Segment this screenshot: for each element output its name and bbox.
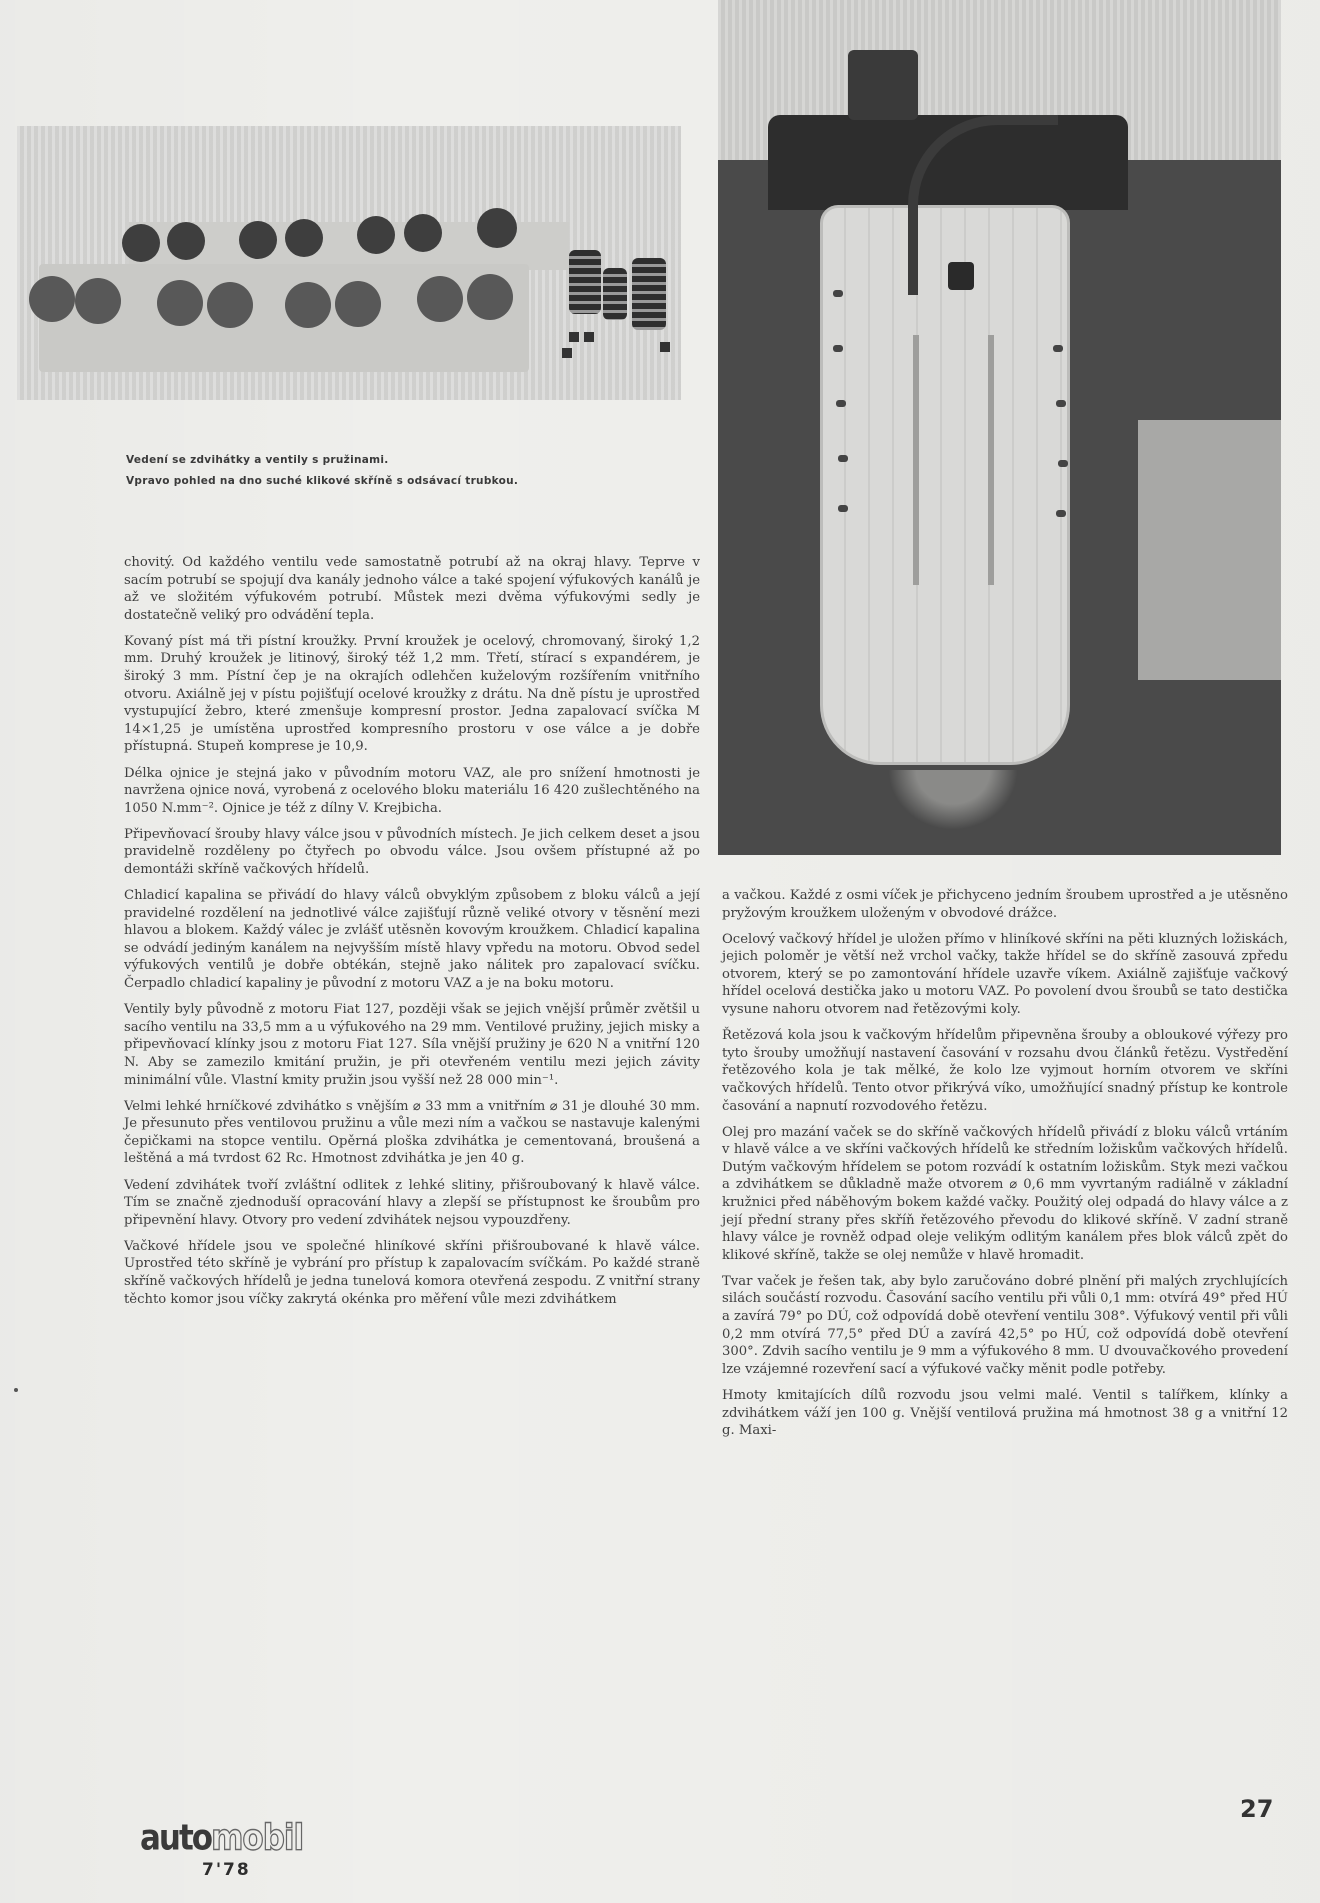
photo-valve-lifter-guide: [17, 126, 681, 400]
photo-dry-sump-crankcase: [718, 0, 1281, 855]
paragraph: Řetězová kola jsou k vačkovým hřídelům připevněna šrouby a obloukové výřezy pro tyto šrouby umožňují nastavení časování v rozsahu dvou článků řetězu. Vystředění řetězového kola je tak mělké, že kolo lze vyjmout horním otvorem ve skříni vačkových hřídelů. Tento otvor přikrývá víko, umožňující snadný přístup ke kontrole časování a napnutí rozvodového řetězu.: [722, 1028, 1288, 1114]
issue-number: 7'78: [202, 1860, 251, 1880]
valve-seat: [75, 278, 121, 324]
paragraph: Hmoty kmitajících dílů rozvodu jsou velmi malé. Ventil s talířkem, klínky a zdvihátkem váží jen 100 g. Vnější ventilová pružina má hmotnost 38 g a vnitřní 12 g. Maxi-: [722, 1387, 1288, 1439]
sump-bolt: [1056, 400, 1066, 407]
paragraph: Vačkové hřídele jsou ve společné hliníkové skříni přišroubované k hlavě válce. Uprostřed této skříně je vybrání pro přístup k zapalovacím svíčkám. Po každé straně skříně vačkových hřídelů je jedna tunelová komora otevřená zespodu. Z vnitřní strany těchto komor jsou víčky zakrytá okénka pro měření vůle mezi zdvihátkem: [124, 1238, 700, 1307]
valve-spring: [603, 268, 627, 320]
paragraph: Vedení zdvihátek tvoří zvláštní odlitek z lehké slitiny, přišroubovaný k hlavě válce. Tím se značně zjednoduší opracování hlavy a zlepší se přístupnost ke šroubům pro připevnění hlavy. Otvory pro vedení zdvihátek nejsou vypouzdřeny.: [124, 1177, 700, 1228]
logo-auto: auto: [140, 1817, 212, 1859]
lifter: [357, 216, 395, 254]
logo-mobil: mobil: [211, 1817, 304, 1859]
paragraph: Ocelový vačkový hřídel je uložen přímo v hliníkové skříni na pěti kluzných ložiskách, jejich poloměr je větší než vrchol vačky, takže hřídel se do skříně zasouvá zpředu otvorem, který se po zamontování hřídele uzavře víkem. Axiálně zajišťuje vačkový hřídel ocelová destička jako u motoru VAZ. Po povolení dvou šroubů se tato destička vysune nahoru otvorem nad řetězovými koly.: [722, 931, 1288, 1018]
valve-key: [569, 332, 579, 342]
valve-seat: [285, 282, 331, 328]
paragraph: Tvar vaček je řešen tak, aby bylo zaručováno dobré plnění při malých zrychlujících silách součástí rozvodu. Časování sacího ventilu při vůli 0,1 mm: otvírá 49° před HÚ a zavírá 79° po DÚ, což odpovídá době otevření ventilu 308°. Výfukový ventil při vůli 0,2 mm otvírá 77,5° před DÚ a zavírá 42,5° po HÚ, což odpovídá době otevření 300°. Zdvih sacího ventilu je 9 mm a výfukového 8 mm. U dvouvačkového provedení lze vzájemné rozevření sací a výfukové vačky měnit podle potřeby.: [722, 1273, 1288, 1377]
sump-bolt: [838, 505, 848, 512]
valve-seat: [417, 276, 463, 322]
background-bench: [1138, 420, 1281, 680]
lifter: [404, 214, 442, 252]
lifter: [122, 224, 160, 262]
paragraph: Chladicí kapalina se přivádí do hlavy válců obvyklým způsobem z bloku válců a její pravidelné rozdělení na jednotlivé válce zajišťují různě veliké otvory v těsnění mezi hlavou a blokem. Každý válec je zvlášť utěsněn kovovým kroužkem. Chladicí kapalina se odvádí jediným kanálem na nejvyšším místě hlavy vpředu na motoru. Obvod sedel výfukových ventilů je dobře obtékán, stejně jako nálitek pro zapalovací svíčku. Čerpadlo chladicí kapaliny je původní z motoru VAZ a je na boku motoru.: [124, 888, 700, 992]
sump-rib: [913, 335, 919, 585]
sump-rib: [988, 335, 994, 585]
lifter: [239, 221, 277, 259]
valve-seat: [335, 281, 381, 327]
paragraph: Kovaný píst má tři pístní kroužky. První kroužek je ocelový, chromovaný, široký 1,2 mm. Druhý kroužek je litinový, široký též 1,2 mm. Třetí, stírací s expandérem, je široký 3 mm. Pístní čep je na okrajích odlehčen kuželovým rozšířením vnitřního otvoru. Axiálně jej v pístu pojišťují ocelové kroužky z drátu. Na dně pístu je uprostřed vystupující žebro, které zmenšuje kompresní prostor. Jedna zapalovací svíčka M 14×1,25 je umístěna uprostřed kompresního prostoru v ose válce a je dobře přístupná. Stupeň komprese je 10,9.: [124, 633, 700, 755]
paragraph: Ventily byly původně z motoru Fiat 127, později však se jejich vnější průměr zvětšil u sacího ventilu na 33,5 mm a u výfukového na 29 mm. Ventilové pružiny, jejich misky a připevňovací klínky jsou z motoru Fiat 127. Síla vnější pružiny je 620 N a vnitřní 120 N. Aby se zamezilo kmitání pružin, je při otevřeném ventilu mezi jejich závity minimální vůle. Vlastní kmity pružin jsou vyšší než 28 000 min⁻¹.: [124, 1002, 700, 1088]
paragraph: Délka ojnice je stejná jako v původním motoru VAZ, ale pro snížení hmotnosti je navržena ojnice nová, vyrobená z ocelového bloku materiálu 16 420 zušlechtěného na 1050 N.mm⁻². Ojnice je též z dílny V. Krejbicha.: [124, 765, 700, 816]
magazine-logo: [140, 1817, 304, 1880]
sump-bolt: [1058, 460, 1068, 467]
valve-seat: [29, 276, 75, 322]
valve-spring: [632, 258, 666, 330]
caption-line-2: Vpravo pohled na dno suché klikové skříně s odsávací trubkou.: [126, 475, 519, 487]
paragraph: Připevňovací šrouby hlavy válce jsou v původních místech. Je jich celkem deset a jsou pravidelně rozděleny po čtyřech po obvodu válce. Jsou ovšem přístupné až po demontáži skříně vačkových hřídelů.: [124, 826, 700, 877]
distributor: [848, 50, 918, 120]
valve-spring: [569, 250, 601, 314]
sump-bolt: [838, 455, 848, 462]
sump-bolt: [833, 345, 843, 352]
flywheel-fins: [888, 770, 1018, 830]
paragraph: a vačkou. Každé z osmi víček je přichyceno jedním šroubem uprostřed a je utěsněno pryžovým kroužkem uloženým v obvodové drážce.: [722, 888, 1288, 921]
article-column-right: [722, 887, 1288, 1448]
sump-bolt: [833, 290, 843, 297]
article-column-left: [124, 554, 700, 1317]
lifter: [477, 208, 517, 248]
page-number: 27: [1240, 1795, 1274, 1823]
valve-key: [660, 342, 670, 352]
figure-caption: [126, 450, 706, 492]
valve-key: [584, 332, 594, 342]
caption-line-1: Vedení se zdvihátky a ventily s pružinami.: [126, 454, 389, 466]
sump-bolt: [1056, 510, 1066, 517]
lifter: [285, 219, 323, 257]
valve-key: [562, 348, 572, 358]
paragraph: chovitý. Od každého ventilu vede samostatně potrubí až na okraj hlavy. Teprve v sacím potrubí se spojují dva kanály jednoho válce a také spojení výfukových kanálů je až ve složitém výfukovém potrubí. Můstek mezi dvěma výfukovými sedly je dostatečně veliký pro odvádění tepla.: [124, 555, 700, 623]
margin-mark: [14, 1388, 18, 1392]
lifter: [167, 222, 205, 260]
sump-bolt: [836, 400, 846, 407]
scavenge-pipe-fitting: [948, 262, 974, 290]
sump-bolt: [1053, 345, 1063, 352]
paragraph: Olej pro mazání vaček se do skříně vačkových hřídelů přivádí z bloku válců vrtáním v hlavě válce a ve skříni vačkových hřídelů ke středním ložiskům vačkových hřídelů. Dutým vačkovým hřídelem se potom rozvádí k ostatním ložiskům. Styk mezi vačkou a zdvihátkem se důkladně maže otvorem ⌀ 0,6 mm vyvrtaným radiálně v základní kružnici před náběhovým bokem každé vačky. Použitý olej odpadá do hlavy válce a z její přední strany přes skříň řetězového převodu do klikové skříně. V zadní straně hlavy válce je rovněž odpad oleje velikým odlitým kanálem přes blok válců zpět do klikové skříně, takže se olej nemůže v hlavě hromadit.: [722, 1124, 1288, 1263]
valve-seat: [207, 282, 253, 328]
paragraph: Velmi lehké hrníčkové zdvihátko s vnějším ⌀ 33 mm a vnitřním ⌀ 31 je dlouhé 30 mm. Je přesunuto přes ventilovou pružinu a vůle mezi ním a vačkou se nastavuje kalenými čepičkami na stopce ventilu. Opěrná ploška zdvihátka je cementovaná, broušená a leštěná a má tvrdost 62 Rc. Hmotnost zdvihátka je jen 40 g.: [124, 1098, 700, 1167]
valve-seat: [157, 280, 203, 326]
valve-seat: [467, 274, 513, 320]
